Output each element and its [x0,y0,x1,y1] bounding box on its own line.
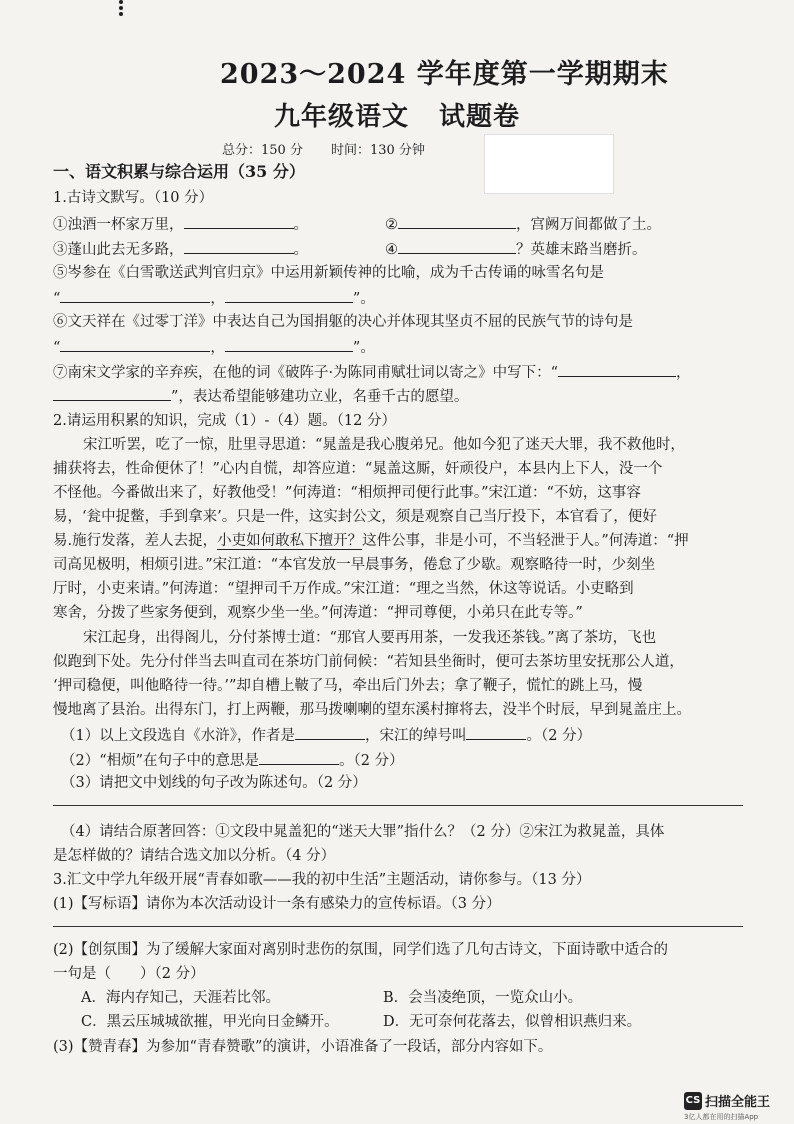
total-score: 总分：150 分 [222,143,303,158]
q1-line4: “ ， ”。 [53,287,375,309]
passage-line: ‘押司稳便，叫他略待一待。’”却自槽上鞁了马，牵出后门外去；拿了鞭子，慌忙的跳上马，慢 [53,678,643,694]
option-a: A．海内存知己，天涯若比邻。 [81,990,280,1006]
binding-marks [119,0,125,18]
answer-blank[interactable] [225,287,353,303]
option-d: D．无可奈何花落去，似曾相识燕归来。 [383,1014,642,1030]
subtitle-paper: 试题卷 [439,102,521,132]
underlined-sentence: 小吏如何敢私下擅开？ [217,533,363,549]
passage-line: 寒舍，分拨了些家务便到，观察少坐一坐。”何涛道：“押司尊便，小弟只在此专等。” [53,605,583,621]
answer-blank[interactable] [184,238,294,254]
answer-blank[interactable] [398,238,516,254]
answer-line[interactable] [53,805,743,806]
passage-line: 司高见极明，相烦引进。”宋江道：“本官发放一早晨事务，倦怠了少歇。观察略待一时，少刻坐 [53,557,656,573]
answer-blank[interactable] [259,749,339,765]
q1-line6: “ ， ”。 [53,336,375,358]
passage-line: 捕获将去，性命便休了！”心内自慌，却答应道：“晁盖这厮，奸顽役户，本县内上下人，没一个 [53,461,663,477]
q1-line1-left: ①浊酒一杯家万里， 。 [53,213,308,235]
q2-sub4-line1: （4）请结合原著回答：①文段中晁盖犯的“迷天大罪”指什么？（2 分）②宋江为救晁盖，具体 [61,824,665,840]
q3-sub3: (3)【赞青春】为参加“青春赞歌”的演讲，小语准备了一段话，部分内容如下。 [53,1039,553,1055]
q2-sub1: （1）以上文段选自《水浒》，作者是 ，宋江的绰号叫 。（2 分） [61,724,591,746]
scanner-watermark [684,1090,770,1122]
passage-line: 易.施行发落，差人去捉，小吏如何敢私下擅开？这件公事，非是小可，不当轻泄于人。”何涛道：“押 [53,533,689,549]
subtitle-grade: 九年级语文 [273,102,409,132]
q2-sub4-line2: 是怎样做的？请结合选文加以分析。（4 分） [53,848,336,864]
answer-line[interactable] [53,926,743,927]
exam-time: 时间：130 分钟 [330,143,425,158]
answer-blank[interactable] [295,724,365,740]
answer-blank[interactable] [60,336,210,352]
q2-sub2: （2）“相烦”在句子中的意思是 。（2 分） [61,749,404,771]
exam-meta [222,139,425,158]
exam-title: 2023～2024 学年度第一学期期末 [220,59,669,90]
q1-line8: ”，表达希望能够建功立业，名垂千古的愿望。 [53,385,468,407]
score-box [484,134,614,194]
answer-blank[interactable] [466,724,526,740]
passage-line: 似跑到下处。先分付伴当去叫直司在茶坊门前伺候：“若知县坐衙时，便可去茶坊里安抚那公人道， [53,654,684,670]
passage-line: 宋江听罢，吃了一惊，肚里寻思道：“晁盖是我心腹弟兄。他如今犯了迷天大罪，我不救他时， [83,437,685,453]
answer-blank[interactable] [558,361,676,377]
answer-blank[interactable] [184,213,294,229]
q2-sub3: （3）请把文中划线的句子改为陈述句。（2 分） [61,775,367,791]
answer-blank[interactable] [60,287,210,303]
answer-blank[interactable] [398,213,516,229]
passage-line: 不怪他。今番做出来了，好教他受！”何涛道：“相烦押司便行此事。”宋江道：“不妨，这事容 [53,485,641,501]
scanner-logo-icon: CS [684,1092,702,1110]
option-c: C．黑云压城城欲摧，甲光向日金鳞开。 [81,1014,339,1030]
passage-line: 慢地离了县治。出得东门，打上两鞭，那马拨喇喇的望东溪村撺将去，没半个时辰，早到晁盖庄上。 [53,702,691,718]
q1-line2-right: ④ ？英雄末路当磨折。 [385,238,647,260]
scanner-tagline: 3亿人都在用的扫描App [684,1113,759,1121]
q1-line1-right: ② ，宫阙万间都做了土。 [385,213,661,235]
section-heading: 一、语文积累与综合运用（35 分） [53,162,305,181]
q1-line3: ⑤岑参在《白雪歌送武判官归京》中运用新颖传神的比喻，成为千古传诵的咏雪名句是 [53,265,604,281]
q1-line5: ⑥文天祥在《过零丁洋》中表达自己为国捐躯的决心并体现其坚贞不屈的民族气节的诗句是 [53,314,633,330]
q1-line7: ⑦南宋文学家的辛弃疾，在他的词《破阵子·为陈同甫赋壮词以寄之》中写下：“ ， [53,361,691,383]
passage-line: 易，‘瓮中捉鳖，手到拿来’。只是一件，这实封公文，须是观察自己当厅投下，本官看了，便好 [53,509,657,525]
answer-blank[interactable] [53,385,171,401]
q1-title: 1.古诗文默写。（10 分） [53,190,214,206]
q1-line2-left: ③蓬山此去无多路， 。 [53,238,308,260]
q3-sub2-line2: 一句是（ ）（2 分） [53,966,205,982]
q3-sub2-line1: (2)【创氛围】为了缓解大家面对离别时悲伤的氛围，同学们选了几句古诗文，下面诗歌中适合的 [53,942,669,958]
scanner-app-name: 扫描全能王 [705,1095,771,1110]
answer-blank[interactable] [225,336,353,352]
exam-subtitle [0,96,794,133]
q3-title: 3.汇文中学九年级开展“青春如歌——我的初中生活”主题活动，请你参与。（13 分） [53,872,591,888]
passage-line: 宋江起身，出得阁儿，分付茶博士道：“那官人要再用茶，一发我还茶钱。”离了茶坊，飞也 [83,630,657,646]
q2-title: 2.请运用积累的知识，完成（1）-（4）题。（12 分） [53,413,396,429]
option-b: B．会当凌绝顶，一览众山小。 [383,990,583,1006]
q3-sub1: (1)【写标语】请你为本次活动设计一条有感染力的宣传标语。（3 分） [53,896,501,912]
passage-line: 厅时，小吏来请。”何涛道：“望押司千万作成。”宋江道：“理之当然，休这等说话。小吏略到 [53,581,634,597]
